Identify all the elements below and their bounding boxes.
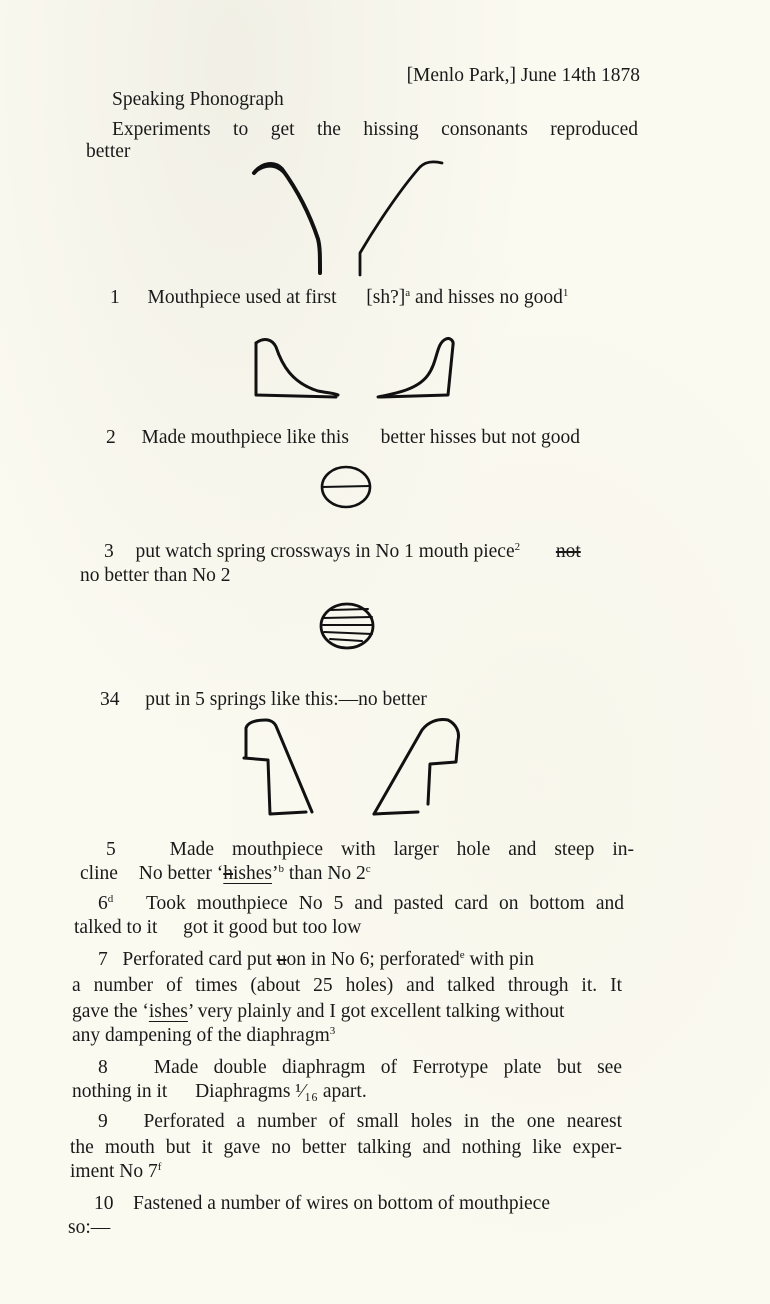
entry-9-line-3	[70, 1160, 161, 1184]
struck-text: u	[276, 949, 287, 970]
mouthpiece-curved-base-icon	[248, 335, 468, 405]
entry-text: with pin	[464, 949, 534, 970]
footnote-marker: 3	[329, 1025, 336, 1037]
mouthpiece-steep-incline-icon	[238, 716, 468, 821]
entry-text: gave the ‘	[72, 1001, 149, 1022]
textual-note-marker: f	[157, 1161, 162, 1173]
intro-text-2: better	[86, 141, 131, 162]
dateline	[370, 64, 640, 88]
entry-text: cline	[80, 863, 118, 884]
circle-five-springs-icon	[318, 600, 380, 652]
textual-note-marker: b	[278, 863, 284, 875]
struck-text: h	[223, 863, 233, 884]
mouthpiece-flared-v-icon	[240, 155, 450, 285]
entry-6-line-2	[74, 916, 361, 940]
entry-number: 6	[98, 893, 108, 914]
footnote-marker: 2	[514, 541, 521, 553]
entry-number: 5	[106, 839, 116, 860]
entry-number: 3	[104, 541, 114, 562]
entry-number: 10	[94, 1193, 114, 1214]
underlined-text: ishes	[233, 863, 272, 884]
title-text: Speaking Phonograph	[112, 89, 284, 110]
entry-text: nothing in it	[72, 1081, 168, 1102]
entry-7-line-3	[72, 1000, 564, 1024]
textual-note-marker: e	[459, 949, 465, 961]
entry-text: Fastened a number of wires on bottom of mouthpiece	[133, 1193, 550, 1214]
entry-text: a number of times (about 25 holes) and talked through it. It	[72, 975, 622, 996]
underlined-text: ishes	[148, 1001, 188, 1022]
editorial-insertion: [sh?]	[366, 287, 406, 308]
entry-text: Perforated a number of small holes in the one nearest	[143, 1111, 622, 1132]
intro-line-1	[112, 118, 638, 142]
entry-number: 7	[98, 949, 108, 970]
entry-2	[106, 426, 580, 450]
entry-5-line-1	[106, 838, 634, 862]
entry-number: 9	[98, 1111, 108, 1132]
textual-note-marker: d	[107, 893, 114, 905]
entry-number: 2	[106, 427, 116, 448]
quote-mark: ’	[272, 863, 279, 884]
entry-number: 1	[110, 287, 120, 308]
entry-9-line-1	[98, 1110, 622, 1134]
entry-text: put watch spring crossways in No 1 mouth piece	[135, 541, 515, 562]
intro-text-1: Experiments to get the hissing consonants reproduced	[112, 119, 638, 140]
entry-text: Made mouthpiece with larger hole and steep in-	[169, 839, 635, 860]
entry-text: No better ‘	[138, 863, 224, 884]
dateline-text: [Menlo Park,] June 14th 1878	[406, 65, 640, 86]
entry-text: than No 2	[284, 863, 366, 884]
entry-text: Took mouthpiece No 5 and pasted card on bottom and	[145, 893, 624, 914]
entry-5-line-2	[80, 862, 371, 886]
entry-text: so:—	[68, 1217, 111, 1238]
entry-text: and hisses no good	[415, 287, 563, 308]
document-title	[112, 88, 284, 112]
entry-number-corrected: 34	[100, 689, 120, 710]
intro-line-2	[86, 140, 130, 164]
entry-text: Mouthpiece used at first	[147, 287, 337, 308]
footnote-marker: 1	[562, 287, 569, 299]
entry-number: 8	[98, 1057, 108, 1078]
entry-7-line-2	[72, 974, 622, 998]
entry-text: ’ very plainly and I got excellent talking without	[187, 1001, 565, 1022]
entry-text: on in No 6; perforated	[286, 949, 460, 970]
entry-text: Made double diaphragm of Ferrotype plate but see	[153, 1057, 622, 1078]
entry-9-line-2	[70, 1136, 622, 1160]
entry-10-line-1	[94, 1192, 550, 1216]
circle-single-spring-icon	[318, 462, 378, 512]
entry-text: Diaphragms ¹⁄₁₆ apart.	[195, 1081, 367, 1102]
textual-note-marker: a	[405, 287, 411, 299]
entry-text: any dampening of the diaphragm	[72, 1025, 330, 1046]
entry-text: better hisses but not good	[380, 427, 580, 448]
entry-7-line-4	[72, 1024, 335, 1048]
entry-3-line-2	[80, 564, 231, 588]
entry-7-line-1	[98, 948, 534, 972]
entry-8-line-2	[72, 1080, 367, 1104]
entry-6-line-1	[98, 892, 624, 916]
entry-text: talked to it	[74, 917, 158, 938]
entry-text: put in 5 springs like this:—no better	[145, 689, 427, 710]
entry-10-line-2	[68, 1216, 110, 1240]
entry-text: Perforated card put	[122, 949, 277, 970]
textual-note-marker: c	[365, 863, 371, 875]
entry-8-line-1	[98, 1056, 622, 1080]
entry-3-line-1	[104, 540, 581, 564]
entry-text: the mouth but it gave no better talking and nothing like exper-	[70, 1137, 622, 1158]
entry-text: iment No 7	[70, 1161, 158, 1182]
entry-1	[110, 286, 568, 310]
entry-text: got it good but too low	[183, 917, 362, 938]
struck-text: not	[555, 541, 581, 562]
entry-text: Made mouthpiece like this	[141, 427, 349, 448]
entry-4	[100, 688, 427, 712]
entry-text: no better than No 2	[80, 565, 231, 586]
